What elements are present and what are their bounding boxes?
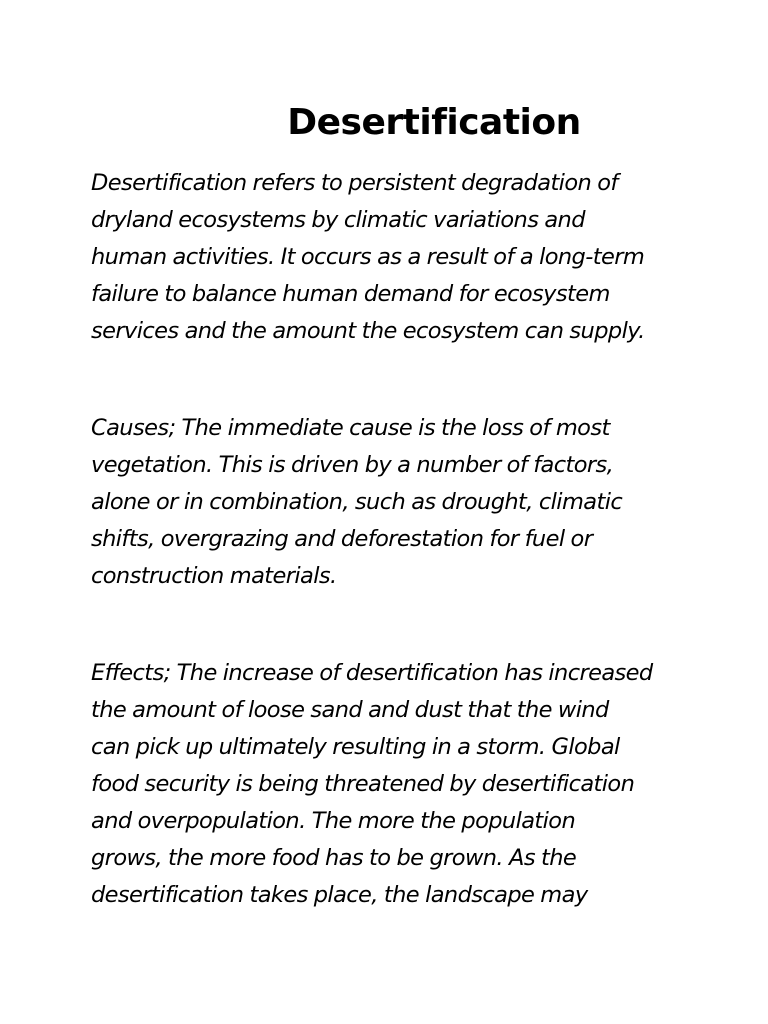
paragraph-line: Causes; The immediate cause is the loss of most — [91, 415, 610, 441]
paragraph-line: the amount of loose sand and dust that the wind — [91, 697, 609, 723]
paragraph-line: failure to balance human demand for ecosystem — [91, 281, 610, 307]
paragraph-causes — [91, 410, 691, 595]
paragraph-line: grows, the more food has to be grown. As the — [91, 845, 577, 871]
paragraph-effects — [91, 655, 691, 914]
paragraph-line: dryland ecosystems by climatic variations and — [91, 207, 585, 233]
paragraph-line: services and the amount the ecosystem can supply. — [91, 318, 645, 344]
paragraph-line: shifts, overgrazing and deforestation for fuel or — [91, 526, 593, 552]
paragraph-line: vegetation. This is driven by a number of factors, — [91, 452, 614, 478]
paragraph-line: human activities. It occurs as a result of a long-term — [91, 244, 645, 270]
document-title: Desertification — [287, 102, 581, 143]
paragraph-definition — [91, 165, 691, 350]
paragraph-line: Desertification refers to persistent degradation of — [91, 170, 618, 196]
paragraph-line: Effects; The increase of desertification has increased — [91, 660, 653, 686]
paragraph-line: food security is being threatened by desertification — [91, 771, 635, 797]
paragraph-line: can pick up ultimately resulting in a storm. Global — [91, 734, 620, 760]
paragraph-line: and overpopulation. The more the population — [91, 808, 576, 834]
paragraph-line: construction materials. — [91, 563, 337, 589]
paragraph-line: alone or in combination, such as drought, climatic — [91, 489, 623, 515]
paragraph-line: desertification takes place, the landscape may — [91, 882, 588, 908]
